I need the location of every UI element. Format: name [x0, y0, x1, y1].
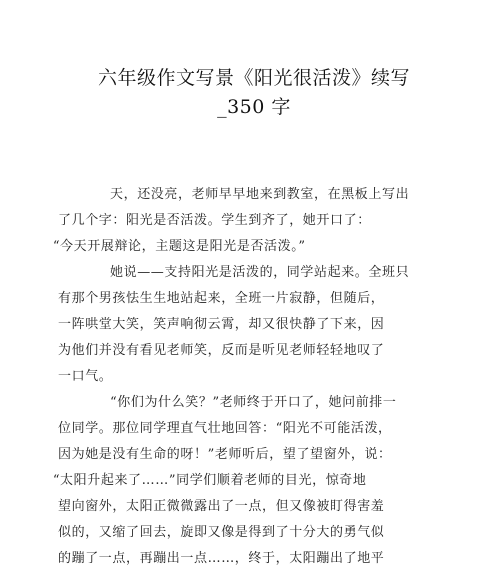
paragraph-line: 有那个男孩怯生生地站起来，全班一片寂静，但随后， [58, 291, 385, 306]
paragraph-1 [52, 182, 424, 260]
paragraph-line: “今天开展辩论，主题这是阳光是否活泼。” [52, 239, 306, 254]
paragraph-line: 望向窗外，太阳正微微露出了一点，但又像被盯得害羞 [58, 499, 385, 514]
paragraph-line: “你们为什么笑？”老师终于开口了，她问前排一 [110, 395, 397, 410]
document-title [84, 64, 424, 122]
title-line-2: _350 字 [217, 96, 291, 118]
paragraph-line: 天，还没亮，老师早早地来到教室，在黑板上写出 [110, 187, 410, 202]
paragraph-line: 一口气。 [58, 369, 113, 384]
paragraph-line: 位同学。那位同学理直气壮地回答：“阳光不可能活泼， [58, 421, 392, 436]
paragraph-line: “太阳升起来了……”同学们顺着老师的目光，惊奇地 [52, 473, 367, 488]
paragraph-2 [58, 260, 424, 390]
paragraph-line: 了几个字：阳光是否活泼。学生到齐了，她开口了： [58, 213, 371, 228]
paragraph-line: 的蹦了一点，再蹦出一点……，终于，太阳蹦出了地平 [58, 551, 385, 566]
paragraph-line: 因为她是没有生命的呀！”老师听后，望了望窗外，说： [58, 447, 392, 462]
paragraph-line: 似的，又缩了回去，旋即又像是得到了十分大的勇气似 [58, 525, 385, 540]
document-body [52, 182, 424, 572]
title-line-1: 六年级作文写景《阳光很活泼》续写 [97, 67, 410, 89]
paragraph-line: 一阵哄堂大笑，笑声响彻云霄，却又很快静了下来，因 [58, 317, 385, 332]
paragraph-line: 为他们并没有看见老师笑，反而是听见老师轻轻地叹了 [58, 343, 385, 358]
paragraph-3 [52, 390, 424, 572]
paragraph-line: 她说——支持阳光是活泼的，同学站起来。全班只 [110, 265, 410, 280]
